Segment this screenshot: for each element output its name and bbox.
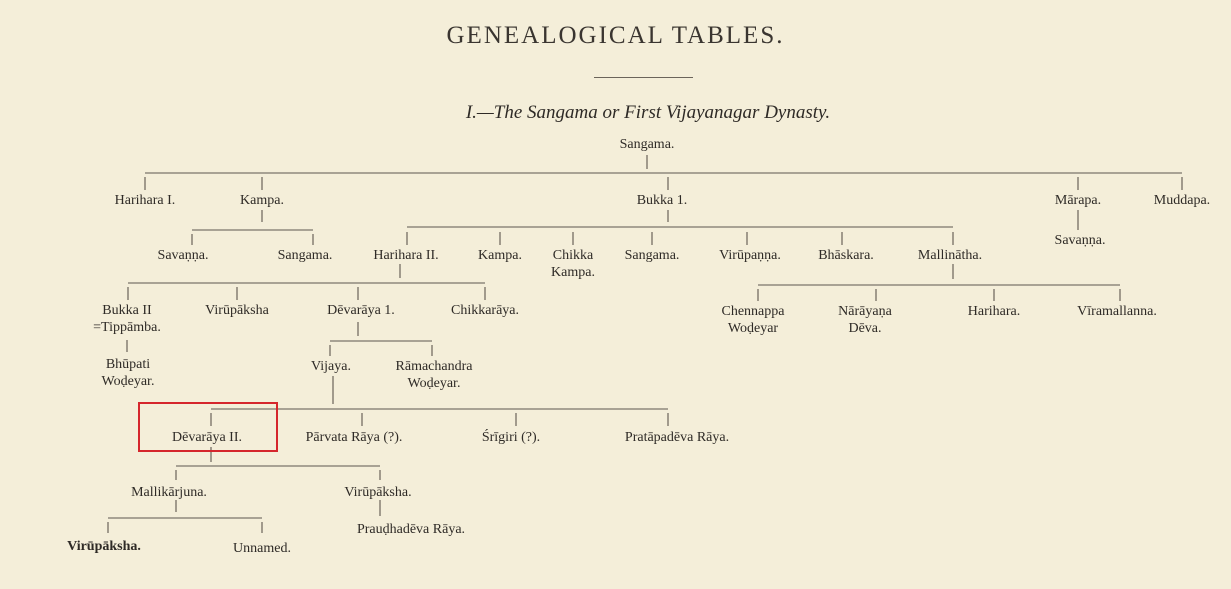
node-bukka-i: Bukka 1.	[636, 193, 688, 208]
node-chikkaraya: Chikkarāya.	[450, 303, 520, 318]
node-sangama-iii: Sangama.	[624, 248, 680, 263]
node-ramachandra-line-2: Woḍeyar.	[407, 376, 461, 391]
node-marapa: Mārapa.	[1054, 193, 1102, 208]
node-sangama-ii: Sangama.	[277, 248, 333, 263]
node-narayana-line-2: Dēva.	[848, 321, 882, 336]
node-kampa-i: Kampa.	[240, 193, 284, 208]
node-savanna-i: Savaṇṇa.	[157, 248, 209, 263]
node-virupaksha-iii: Virūpāksha.	[67, 539, 141, 554]
node-bhaskara: Bhāskara.	[818, 248, 874, 263]
node-devaraya-ii: Dēvarāya II.	[172, 430, 242, 445]
node-unnamed: Unnamed.	[233, 541, 291, 556]
node-chennappa-line-1: Chennappa	[721, 304, 785, 319]
node-muddapa: Muddapa.	[1153, 193, 1211, 208]
node-bukka-ii-line-1: Bukka II	[102, 303, 152, 318]
node-mallinatha: Mallinātha.	[917, 248, 983, 263]
node-devaraya-i: Dēvarāya 1.	[327, 303, 395, 318]
node-harihara-ii: Harihara II.	[373, 248, 439, 263]
node-narayana-line-1: Nārāyaṇa	[838, 304, 892, 319]
node-virupaksha-i: Virūpāksha	[205, 303, 269, 318]
node-ramachandra-wodeyar	[396, 358, 473, 392]
node-praudhadeva-raya: Prauḍhadēva Rāya.	[356, 522, 466, 537]
node-harihara-i: Harihara I.	[114, 193, 176, 208]
node-bukka-ii-line-2: =Tippāmba.	[93, 320, 161, 335]
node-harihara-iii: Harihara.	[967, 304, 1021, 319]
node-mallikarjuna: Mallikārjuna.	[131, 485, 207, 500]
node-virupanna: Virūpaṇṇa.	[719, 248, 781, 263]
node-sangama-root: Sangama.	[619, 137, 675, 152]
node-bhupati-line-2: Woḍeyar.	[101, 374, 155, 389]
node-parvata-raya: Pārvata Rāya (?).	[305, 430, 403, 445]
node-savanna-ii: Savaṇṇa.	[1054, 233, 1106, 248]
node-bhupati-wodeyar	[102, 356, 155, 390]
node-chikka-kampa-line-2: Kampa.	[551, 265, 595, 280]
node-narayana-deva	[838, 303, 892, 337]
node-chennappa-line-2: Woḍeyar	[727, 321, 779, 336]
dynasty-subtitle: I.—The Sangama or First Vijayanagar Dynasty.	[465, 102, 831, 123]
node-bhupati-line-1: Bhūpati	[105, 357, 151, 372]
node-chikka-kampa	[551, 247, 595, 281]
node-viramallanna: Vīramallanna.	[1077, 304, 1157, 319]
node-chikka-kampa-line-1: Chikka	[552, 248, 594, 263]
node-srigiri: Śrīgiri (?).	[481, 430, 541, 445]
node-vijaya: Vijaya.	[311, 359, 351, 374]
node-virupaksha-ii: Virūpāksha.	[344, 485, 412, 500]
node-kampa-ii: Kampa.	[478, 248, 522, 263]
node-chennappa-wodeyar	[722, 303, 785, 337]
node-ramachandra-line-1: Rāmachandra	[395, 359, 473, 374]
node-bukka-ii	[93, 302, 161, 336]
page-title: GENEALOGICAL TABLES.	[446, 22, 785, 49]
node-pratapadeva-raya: Pratāpadēva Rāya.	[624, 430, 730, 445]
